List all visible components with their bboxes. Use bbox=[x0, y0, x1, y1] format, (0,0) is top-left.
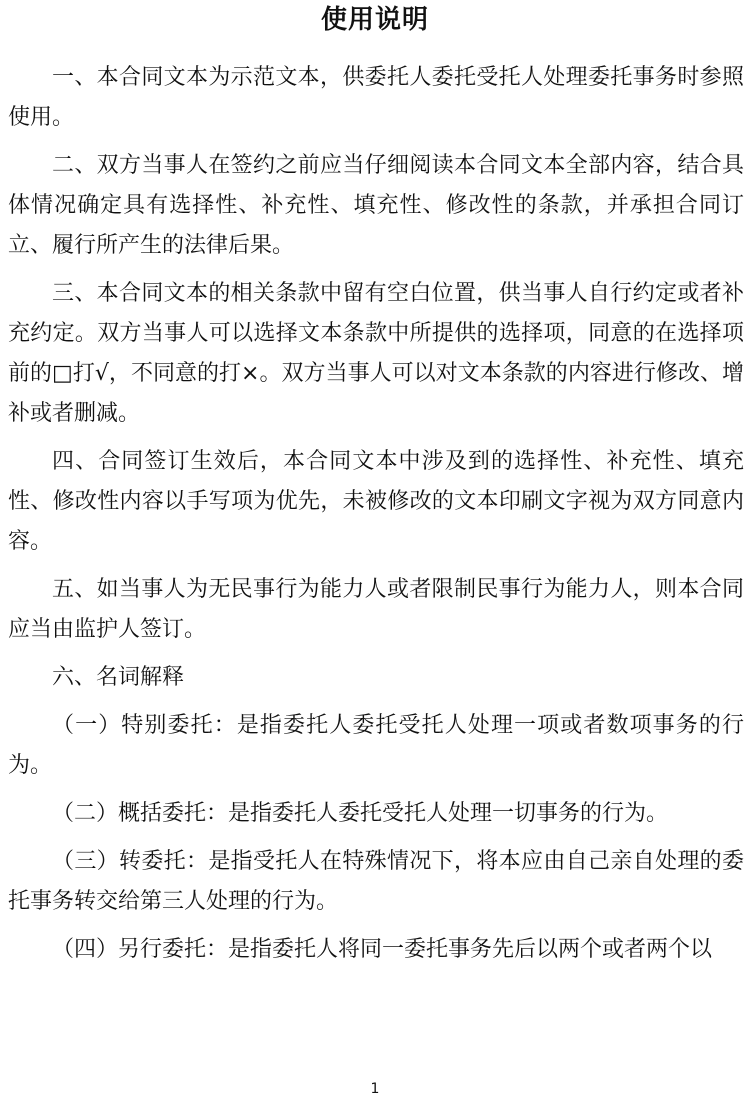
definition-2: （二）概括委托：是指委托人委托受托人处理一切事务的行为。 bbox=[52, 801, 669, 826]
paragraph-3: 三、本合同文本的相关条款中留有空白位置，供当事人自行约定或者补充约定。双方当事人可以选择文本条款中所提供的选择项，同意的在选择项前的□打√，不同意的打×。双方当事人可以对文本条款的内容进行修改、增补或者删减。 bbox=[8, 281, 744, 426]
section-heading-definitions: 六、名词解释 bbox=[52, 665, 185, 690]
definition-3: （三）转委托：是指受托人在特殊情况下，将本应由自己亲自处理的委托事务转交给第三人处理的行为。 bbox=[8, 849, 744, 914]
paragraph-2: 二、双方当事人在签约之前应当仔细阅读本合同文本全部内容，结合具体情况确定具有选择性、补充性、填充性、修改性的条款，并承担合同订立、履行所产生的法律后果。 bbox=[8, 153, 744, 258]
document-title: 使用说明 bbox=[320, 5, 429, 35]
paragraph-4: 四、合同签订生效后，本合同文本中涉及到的选择性、补充性、填充性、修改性内容以手写项为优先，未被修改的文本印刷文字视为双方同意内容。 bbox=[8, 449, 744, 554]
definition-1: （一）特别委托：是指委托人委托受托人处理一项或者数项事务的行为。 bbox=[8, 713, 744, 778]
definition-4: （四）另行委托：是指委托人将同一委托事务先后以两个或者两个以 bbox=[52, 937, 713, 962]
page-number: 1 bbox=[370, 1081, 380, 1097]
paragraph-5: 五、如当事人为无民事行为能力人或者限制民事行为能力人，则本合同应当由监护人签订。 bbox=[8, 577, 744, 642]
paragraph-1: 一、本合同文本为示范文本，供委托人委托受托人处理委托事务时参照使用。 bbox=[8, 65, 744, 130]
document-body bbox=[8, 58, 744, 970]
